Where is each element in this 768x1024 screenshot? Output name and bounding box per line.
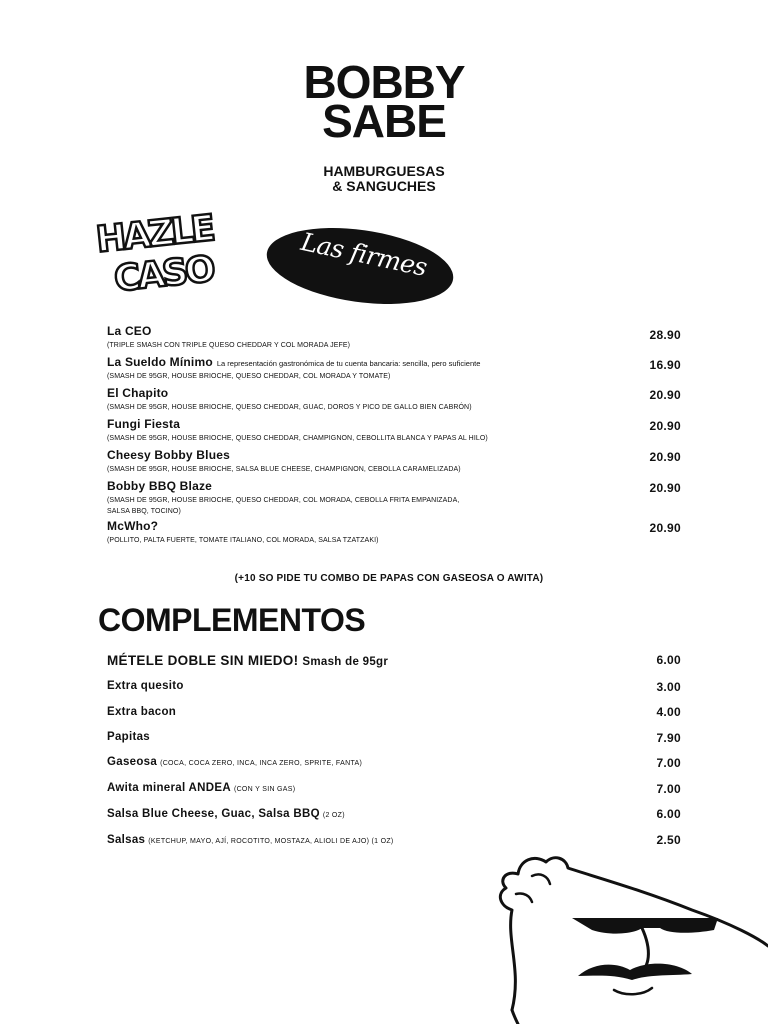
addon-price: 7.00 — [656, 782, 681, 796]
combo-note: (+10 SO PIDE TU COMBO DE PAPAS CON GASEOSA O AWITA) — [234, 573, 544, 584]
addon-name: Gaseosa — [107, 756, 158, 768]
addon-price: 3.00 — [656, 680, 681, 694]
addon-name: Extra quesito — [107, 680, 184, 692]
mascot-outline — [500, 858, 768, 1010]
item-name: Bobby BBQ Blaze — [107, 479, 213, 493]
item-price: 20.90 — [649, 481, 681, 495]
item-description: (SMASH DE 95GR, HOUSE BRIOCHE, QUESO CHEDDAR, CHAMPIGNON, CEBOLLITA BLANCA Y PAPAS AL HILO) — [107, 435, 488, 442]
addon-name: Awita mineral ANDEA — [107, 782, 231, 794]
item-price: 28.90 — [649, 328, 681, 342]
addon-price: 2.50 — [656, 833, 681, 847]
mascot-illustration — [492, 850, 768, 1024]
item-name: McWho? — [107, 519, 159, 533]
item-description-cont: SALSA BBQ, TOCINO) — [107, 508, 181, 515]
item-name: Fungi Fiesta — [107, 417, 181, 431]
logo-bubble-line1: HAZLE — [94, 208, 215, 261]
brand-name-line2: SABE — [322, 95, 446, 147]
addon-item — [107, 731, 627, 743]
menu-item — [107, 384, 607, 413]
item-name: La Sueldo Mínimo — [107, 355, 213, 369]
menu-item — [107, 353, 607, 382]
menu-item — [107, 477, 607, 517]
addon-item — [107, 756, 627, 768]
addon-item — [107, 680, 627, 692]
addon-item — [107, 834, 627, 846]
mascot-mustache — [578, 964, 692, 980]
item-name: Cheesy Bobby Blues — [107, 448, 230, 462]
addon-price: 6.00 — [656, 653, 681, 667]
brand-name-line1: BOBBY — [303, 56, 465, 108]
item-price: 20.90 — [649, 521, 681, 535]
addon-item — [107, 808, 627, 820]
item-price: 20.90 — [649, 450, 681, 464]
item-note: La representación gastronómica de tu cuenta bancaria: sencilla, pero suficiente — [216, 359, 481, 368]
item-description: (SMASH DE 95GR, HOUSE BRIOCHE, SALSA BLUE CHEESE, CHAMPIGNON, CEBOLLA CARAMELIZADA) — [107, 466, 461, 473]
addon-price: 7.90 — [656, 731, 681, 745]
tagline-line2: & SANGUCHES — [332, 178, 436, 194]
item-price: 16.90 — [649, 358, 681, 372]
item-description: (SMASH DE 95GR, HOUSE BRIOCHE, QUESO CHEDDAR, COL MORADA, CEBOLLA FRITA EMPANIZADA, — [107, 497, 460, 504]
addon-price: 7.00 — [656, 756, 681, 770]
item-description: (TRIPLE SMASH CON TRIPLE QUESO CHEDDAR Y COL MORADA JEFE) — [107, 342, 351, 349]
addon-item — [107, 706, 627, 718]
addon-detail: (KETCHUP, MAYO, AJÍ, ROCOTITO, MOSTAZA, ALIOLI DE AJO) (1 OZ) — [148, 838, 394, 845]
item-description: (SMASH DE 95GR, HOUSE BRIOCHE, QUESO CHEDDAR, COL MORADA Y TOMATE) — [107, 373, 391, 380]
addon-item — [107, 653, 627, 668]
addon-price: 4.00 — [656, 705, 681, 719]
tagline-line1: HAMBURGUESAS — [323, 163, 445, 179]
item-description: (SMASH DE 95GR, HOUSE BRIOCHE, QUESO CHEDDAR, GUAC, DOROS Y PICO DE GALLO BIEN CABRÓN) — [107, 404, 472, 411]
addon-price: 6.00 — [656, 807, 681, 821]
menu-item — [107, 446, 607, 475]
addon-detail: (CON Y SIN GAS) — [233, 786, 296, 793]
item-description: (POLLITO, PALTA FUERTE, TOMATE ITALIANO, COL MORADA, SALSA TZATZAKI) — [107, 537, 379, 544]
menu-item — [107, 517, 607, 546]
item-name: La CEO — [107, 324, 152, 338]
complementos-title: COMPLEMENTOS — [98, 602, 366, 638]
addon-detail: (COCA, COCA ZERO, INCA, INCA ZERO, SPRITE, FANTA) — [160, 760, 363, 767]
addon-item — [107, 782, 627, 794]
item-price: 20.90 — [649, 388, 681, 402]
item-price: 20.90 — [649, 419, 681, 433]
item-name: El Chapito — [107, 386, 169, 400]
addon-subtitle: Smash de 95gr — [302, 656, 389, 668]
addon-detail: (2 OZ) — [322, 812, 345, 819]
logo-bubble-line2: CASO — [112, 248, 215, 301]
menu-item — [107, 415, 607, 444]
menu-item — [107, 322, 607, 351]
addon-name: Salsa Blue Cheese, Guac, Salsa BBQ — [107, 808, 320, 820]
addon-name: MÉTELE DOBLE SIN MIEDO! — [107, 653, 299, 668]
las-firmes-logo — [92, 208, 462, 318]
addon-name: Extra bacon — [107, 706, 177, 718]
logo-ellipse-text: Las firmes — [298, 227, 430, 282]
addon-name: Salsas — [107, 834, 146, 846]
addon-name: Papitas — [107, 731, 151, 743]
